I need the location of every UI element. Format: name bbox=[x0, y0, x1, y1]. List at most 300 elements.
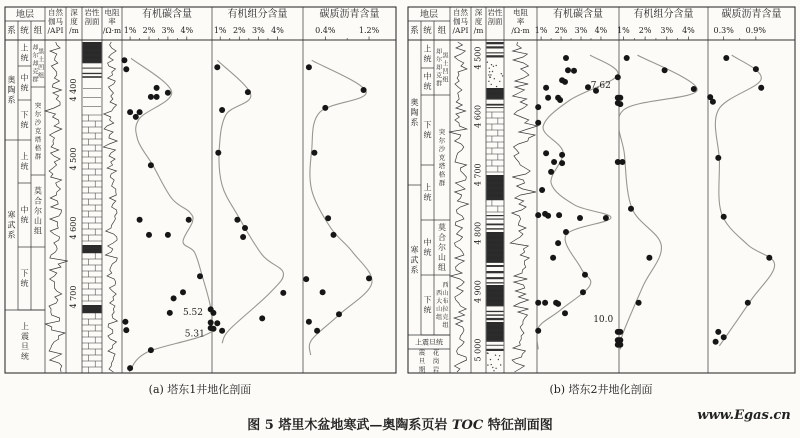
data-point bbox=[603, 215, 609, 221]
strat-label-zu bbox=[438, 222, 446, 272]
depth-header: 深 bbox=[70, 8, 78, 17]
char: 统 bbox=[20, 278, 29, 288]
lith-band bbox=[487, 42, 504, 44]
strata-header: 地层 bbox=[419, 10, 439, 20]
char: 系 bbox=[7, 230, 16, 240]
char: 山 bbox=[436, 305, 443, 313]
data-point bbox=[197, 273, 203, 279]
lith-dark bbox=[487, 175, 504, 200]
data-point bbox=[745, 300, 751, 306]
depth-label: 4 900 bbox=[473, 280, 483, 304]
lith-band bbox=[487, 104, 504, 106]
panel-caption: (b) 塔东2井地化剖面 bbox=[549, 383, 653, 396]
depth-label: 4 500 bbox=[69, 147, 78, 171]
char: 寒 bbox=[7, 210, 16, 220]
lith-dot bbox=[488, 81, 489, 82]
data-point bbox=[210, 310, 216, 316]
lith-band bbox=[487, 46, 504, 48]
gr-header: 伽马 bbox=[48, 17, 63, 26]
res-header: /Ω·m bbox=[511, 26, 530, 35]
depth-header: 深 bbox=[474, 8, 483, 17]
depth-header: /m bbox=[69, 26, 79, 35]
lith-band bbox=[487, 305, 504, 306]
lith-header: 岩性 bbox=[84, 8, 100, 17]
data-point bbox=[551, 159, 557, 165]
data-point bbox=[539, 187, 545, 193]
char: 花 bbox=[432, 348, 440, 357]
char: 寒 bbox=[410, 245, 419, 255]
tong-header: 统 bbox=[20, 26, 29, 36]
char: 西 bbox=[442, 281, 449, 289]
char: 组 bbox=[34, 226, 42, 236]
data-point bbox=[137, 109, 143, 115]
lith-dot bbox=[488, 74, 489, 75]
toc-annotation: 5.52 bbox=[182, 308, 203, 319]
char: 陶 bbox=[7, 85, 16, 95]
lith-dot bbox=[487, 364, 488, 365]
strat-label-tong bbox=[21, 42, 29, 62]
data-point bbox=[691, 86, 697, 92]
tick-label: 4% bbox=[180, 26, 194, 35]
xi-header: 系 bbox=[410, 26, 419, 36]
res-header: 率 bbox=[108, 17, 116, 26]
char: 系 bbox=[410, 265, 419, 275]
depth-label: 4 400 bbox=[69, 78, 78, 102]
data-point bbox=[320, 289, 326, 295]
data-point bbox=[127, 109, 133, 115]
data-point bbox=[562, 79, 568, 85]
char: 陶 bbox=[410, 107, 419, 117]
lith-dark bbox=[487, 322, 504, 340]
tick-label: 3% bbox=[252, 26, 265, 35]
data-point bbox=[214, 320, 220, 326]
strat-label-merged bbox=[433, 347, 440, 373]
char: 凹 bbox=[38, 64, 45, 72]
char: 组 bbox=[438, 262, 446, 272]
data-point bbox=[571, 68, 577, 74]
strat-label-tong bbox=[424, 71, 432, 91]
data-point bbox=[303, 276, 309, 282]
char: 莫 bbox=[34, 186, 42, 196]
char: 下 bbox=[20, 110, 29, 120]
strat-label-xi bbox=[411, 244, 419, 274]
res-header: 电阻 bbox=[513, 8, 528, 17]
char: 组 bbox=[442, 76, 449, 84]
strat-label-zu bbox=[38, 47, 45, 79]
strat-label-zu bbox=[436, 47, 442, 87]
data-point bbox=[624, 55, 630, 61]
lith-band bbox=[487, 340, 504, 342]
strat-label-xi bbox=[8, 74, 16, 104]
gr-header: 自然 bbox=[453, 8, 468, 17]
lith-band bbox=[487, 345, 504, 346]
data-point bbox=[280, 290, 286, 296]
data-point bbox=[242, 225, 248, 231]
depth-label: 4 700 bbox=[473, 163, 483, 187]
char: 统 bbox=[423, 81, 432, 91]
char: 系 bbox=[410, 117, 419, 127]
figure-title bbox=[247, 417, 553, 433]
tick-label: 1% bbox=[534, 26, 548, 35]
lith-dot bbox=[502, 75, 503, 76]
char: 突 bbox=[34, 101, 42, 110]
char: 群 bbox=[438, 178, 446, 187]
lith-dot bbox=[492, 71, 493, 72]
data-point bbox=[723, 55, 729, 61]
char: 山 bbox=[34, 216, 42, 226]
data-point bbox=[535, 104, 541, 110]
lith-header: 岩性 bbox=[487, 8, 503, 17]
lith-dot bbox=[492, 367, 493, 368]
lith-band bbox=[487, 52, 504, 53]
data-point bbox=[758, 85, 764, 91]
data-point bbox=[550, 255, 556, 261]
char: 群 bbox=[436, 80, 443, 88]
tick-label: 1% bbox=[123, 26, 137, 35]
char: 上 bbox=[20, 151, 29, 161]
lith-dot bbox=[490, 359, 491, 360]
char: 尔 bbox=[32, 52, 39, 60]
char: 沙 bbox=[34, 118, 42, 127]
track-name: 有机组分含量 bbox=[227, 9, 288, 20]
data-point bbox=[366, 275, 372, 281]
lith-band bbox=[83, 76, 102, 78]
char: 黑 bbox=[38, 48, 45, 56]
lith-band bbox=[83, 62, 102, 63]
depth-label: 4 500 bbox=[473, 46, 483, 70]
char: 西 bbox=[436, 289, 443, 297]
lith-band bbox=[487, 271, 504, 273]
char: 组 bbox=[442, 321, 449, 329]
char: 统 bbox=[423, 192, 432, 202]
strata-header: 地层 bbox=[15, 10, 35, 20]
data-point bbox=[325, 215, 331, 221]
data-point bbox=[214, 64, 220, 70]
data-point bbox=[548, 169, 554, 175]
data-point bbox=[123, 66, 129, 72]
gr-header: /API bbox=[452, 26, 469, 35]
data-point bbox=[133, 114, 139, 120]
char: 期 bbox=[418, 365, 426, 374]
char: 奥 bbox=[7, 75, 16, 85]
char: 岗 bbox=[432, 356, 440, 365]
depth-header: 度 bbox=[474, 17, 483, 26]
tick-label: 2% bbox=[554, 26, 568, 35]
data-point bbox=[311, 150, 317, 156]
lith-band bbox=[487, 311, 504, 312]
char: 统 bbox=[423, 130, 432, 140]
depth-header: /m bbox=[473, 26, 484, 35]
char: 却 bbox=[32, 60, 39, 68]
tick-label: 2% bbox=[232, 26, 246, 35]
strat-label-zu bbox=[439, 127, 446, 187]
lith-dot bbox=[493, 370, 494, 371]
char: 统 bbox=[423, 247, 432, 257]
strat-label-zu bbox=[436, 289, 442, 321]
char: 中 bbox=[20, 73, 29, 83]
lith-band bbox=[83, 68, 102, 69]
depth-label: 5 000 bbox=[473, 338, 483, 362]
data-point bbox=[713, 339, 719, 345]
char: 黑 bbox=[442, 52, 449, 60]
tick-label: 1% bbox=[617, 26, 630, 35]
lith-band bbox=[487, 265, 504, 267]
toc-annotation: 5.31 bbox=[184, 329, 205, 340]
char: 格 bbox=[34, 143, 42, 152]
char: 克 bbox=[442, 313, 449, 321]
lith-dot bbox=[493, 66, 494, 67]
figure-title-italic: TOC bbox=[451, 418, 484, 433]
data-point bbox=[331, 232, 337, 238]
strat-label-xi bbox=[411, 97, 419, 127]
lith-band bbox=[487, 215, 504, 216]
depth-header: 度 bbox=[70, 17, 78, 26]
track-name: 有机组分含量 bbox=[633, 9, 694, 20]
data-point bbox=[535, 120, 541, 126]
strat-label-zu bbox=[34, 185, 42, 235]
strat-label-tong bbox=[21, 204, 29, 224]
data-point bbox=[122, 319, 128, 325]
data-point bbox=[127, 365, 133, 371]
track-name: 碳质沥青含量 bbox=[319, 9, 380, 20]
data-point bbox=[563, 55, 569, 61]
data-point bbox=[562, 310, 568, 316]
figure-title-suffix: 特征剖面图 bbox=[483, 418, 553, 433]
track-name: 有机碳含量 bbox=[553, 9, 603, 20]
char: 统 bbox=[20, 215, 29, 225]
strat-label-merged bbox=[419, 347, 426, 373]
data-point bbox=[148, 94, 154, 100]
char: 拉 bbox=[442, 305, 449, 313]
lith-band bbox=[487, 55, 504, 57]
data-point bbox=[766, 255, 772, 261]
char: 合 bbox=[438, 232, 446, 242]
toc-annotation: 10.0 bbox=[593, 315, 614, 326]
tick-label: 1% bbox=[213, 26, 227, 35]
data-point bbox=[361, 87, 367, 93]
depth-label: 4 600 bbox=[69, 216, 78, 240]
data-point bbox=[577, 215, 583, 221]
tick-label: 0.3% bbox=[713, 26, 734, 35]
char: 下 bbox=[423, 120, 432, 130]
char: 却 bbox=[436, 64, 443, 72]
char: 克 bbox=[32, 68, 39, 76]
lith-dot bbox=[489, 71, 490, 72]
data-point bbox=[137, 217, 143, 223]
data-point bbox=[535, 300, 541, 306]
char: 塔 bbox=[34, 135, 42, 144]
lith-dot bbox=[495, 355, 496, 356]
data-point bbox=[619, 159, 625, 165]
data-point bbox=[336, 311, 342, 317]
lith-band bbox=[487, 282, 504, 283]
char: 统 bbox=[423, 54, 432, 64]
data-point bbox=[535, 328, 541, 334]
data-point bbox=[543, 150, 549, 156]
char: 中 bbox=[423, 71, 432, 81]
tick-label: 3% bbox=[161, 26, 175, 35]
strat-label-merged: 上震旦统 bbox=[415, 338, 443, 347]
char: 合 bbox=[34, 196, 42, 206]
tick-label: 1.2% bbox=[358, 26, 380, 35]
data-point bbox=[628, 206, 634, 212]
data-point bbox=[662, 67, 668, 73]
data-point bbox=[617, 101, 623, 107]
char: 克 bbox=[34, 126, 42, 135]
strat-label-merged bbox=[21, 321, 29, 361]
data-point bbox=[314, 328, 320, 334]
lith-header: 剖面 bbox=[84, 17, 100, 26]
lith-band bbox=[487, 349, 504, 351]
data-point bbox=[535, 212, 541, 218]
char: 岩 bbox=[432, 365, 440, 374]
gr-header: 自然 bbox=[48, 8, 63, 17]
lith-dot bbox=[496, 86, 497, 87]
char: 统 bbox=[20, 161, 29, 171]
watermark: www.Egas.cn bbox=[697, 408, 791, 423]
res-header: /Ω·m bbox=[102, 26, 122, 35]
toc-annotation: 7.62 bbox=[590, 80, 611, 91]
char: 上 bbox=[21, 321, 29, 331]
data-point bbox=[542, 300, 548, 306]
data-point bbox=[123, 327, 129, 333]
data-point bbox=[545, 213, 551, 219]
data-point bbox=[240, 234, 246, 240]
gr-header: 伽马 bbox=[453, 17, 468, 26]
lith-band bbox=[487, 262, 504, 263]
char: 震 bbox=[418, 348, 426, 357]
data-point bbox=[180, 289, 186, 295]
data-point bbox=[234, 217, 240, 223]
lith-dot bbox=[491, 84, 492, 85]
data-point bbox=[580, 289, 586, 295]
char: 莫 bbox=[438, 222, 446, 232]
char: 却 bbox=[32, 44, 39, 52]
data-point bbox=[219, 328, 225, 334]
strat-label-tong bbox=[21, 72, 29, 92]
data-point bbox=[165, 90, 171, 96]
gr-header: /API bbox=[47, 26, 64, 35]
lith-dot bbox=[500, 364, 501, 365]
depth-label: 4 600 bbox=[473, 104, 483, 128]
res-header: 电阻 bbox=[104, 8, 120, 17]
data-point bbox=[615, 74, 621, 80]
data-point bbox=[715, 155, 721, 161]
lith-dot bbox=[491, 64, 492, 65]
data-point bbox=[306, 319, 312, 325]
data-point bbox=[557, 97, 563, 103]
lith-dot bbox=[499, 81, 500, 82]
res-header: 率 bbox=[516, 17, 525, 26]
char: 旦 bbox=[21, 341, 29, 351]
char: 统 bbox=[423, 305, 432, 315]
tick-label: 2% bbox=[638, 26, 652, 35]
char: 统 bbox=[20, 53, 29, 63]
char: 大 bbox=[436, 297, 443, 305]
lith-band bbox=[487, 318, 504, 320]
data-point bbox=[219, 107, 225, 113]
strat-label-zu bbox=[443, 281, 449, 329]
char: 组 bbox=[38, 72, 45, 80]
lith-band bbox=[487, 228, 504, 229]
data-point bbox=[259, 315, 265, 321]
char: 统 bbox=[20, 120, 29, 130]
data-point bbox=[721, 214, 727, 220]
strat-label-xi bbox=[8, 209, 16, 239]
char: 土 bbox=[38, 56, 45, 64]
char: 山 bbox=[442, 289, 449, 297]
char: 布 bbox=[442, 297, 449, 305]
lith-dot bbox=[498, 359, 499, 360]
char: 旦 bbox=[418, 356, 426, 365]
strat-label-tong bbox=[21, 110, 29, 129]
panel-caption: (a) 塔东1井地化剖面 bbox=[148, 383, 252, 396]
data-point bbox=[154, 85, 160, 91]
char: 塔 bbox=[438, 161, 446, 170]
data-point bbox=[167, 310, 173, 316]
char: 下 bbox=[423, 295, 432, 305]
char: 尔 bbox=[34, 206, 42, 216]
char: 系 bbox=[7, 95, 16, 105]
tick-label: 2% bbox=[142, 26, 156, 35]
lith-dark bbox=[83, 305, 102, 313]
data-point bbox=[617, 329, 623, 335]
data-point bbox=[543, 85, 549, 91]
data-point bbox=[555, 301, 561, 307]
lith-dot bbox=[489, 68, 490, 69]
char: 奥 bbox=[410, 97, 419, 107]
data-point bbox=[165, 232, 171, 238]
data-point bbox=[753, 66, 759, 72]
char: 中 bbox=[423, 237, 432, 247]
strat-label-tong bbox=[21, 151, 29, 171]
data-point bbox=[306, 64, 312, 70]
char: 尔 bbox=[438, 136, 446, 145]
char: 上 bbox=[423, 182, 432, 192]
data-point bbox=[555, 240, 561, 246]
figure-title-prefix: 图 5 塔里木盆地寒武—奥陶系页岩 bbox=[247, 418, 452, 433]
data-point bbox=[211, 326, 217, 332]
char: 克 bbox=[438, 153, 446, 162]
data-point bbox=[563, 229, 569, 235]
data-point bbox=[154, 94, 160, 100]
data-point bbox=[146, 232, 152, 238]
strat-label-tong bbox=[424, 295, 432, 314]
lith-dark bbox=[487, 232, 504, 262]
strat-label-zu bbox=[35, 101, 42, 161]
data-point bbox=[636, 300, 642, 306]
data-point bbox=[186, 217, 192, 223]
char: 凹 bbox=[442, 68, 449, 76]
lith-band bbox=[487, 224, 504, 226]
data-point bbox=[715, 329, 721, 335]
char: 武 bbox=[7, 220, 16, 230]
data-point bbox=[121, 57, 127, 63]
data-point bbox=[171, 295, 177, 301]
data-point bbox=[646, 255, 652, 261]
char: 上 bbox=[20, 43, 29, 53]
lith-dark bbox=[487, 88, 504, 98]
char: 尔 bbox=[34, 110, 42, 118]
lith-dot bbox=[499, 355, 500, 356]
data-point bbox=[582, 272, 588, 278]
zu-header: 组 bbox=[437, 26, 447, 36]
zu-header: 组 bbox=[33, 26, 43, 36]
char: 上 bbox=[423, 44, 432, 54]
lith-dot bbox=[494, 78, 495, 79]
data-point bbox=[322, 105, 328, 111]
tick-label: 3% bbox=[574, 26, 588, 35]
